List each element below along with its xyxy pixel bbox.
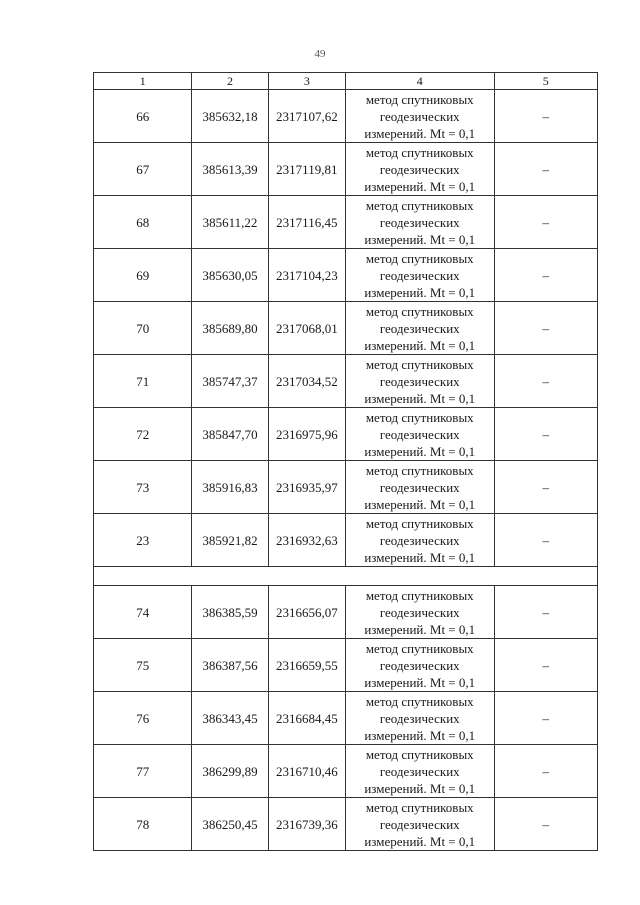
point-number-cell: 72	[94, 408, 192, 461]
y-coordinate-cell: 2316659,55	[268, 639, 345, 692]
x-coordinate-cell: 385611,22	[192, 196, 268, 249]
method-text-line: геодезических	[379, 763, 460, 779]
header-cell: 2	[192, 73, 268, 90]
page-number: 49	[314, 48, 326, 60]
y-coordinate-cell: 2316975,96	[268, 408, 345, 461]
method-text-line: измерений. Mt = 0,1	[364, 780, 476, 796]
point-number-cell: 73	[94, 461, 192, 514]
method-cell	[345, 196, 494, 249]
method-text-line: метод спутниковых	[365, 746, 474, 762]
point-number-cell: 74	[94, 586, 192, 639]
method-text-line: измерений. Mt = 0,1	[364, 125, 476, 141]
method-text-line: геодезических	[379, 161, 460, 177]
method-text-line: метод спутниковых	[365, 515, 474, 531]
column5-cell: –	[494, 196, 597, 249]
x-coordinate-cell: 385921,82	[192, 514, 268, 567]
method-text-line: измерений. Mt = 0,1	[364, 727, 476, 743]
method-text-line: метод спутниковых	[365, 91, 474, 107]
method-text-line: измерений. Mt = 0,1	[364, 833, 476, 849]
method-text-line: геодезических	[379, 479, 460, 495]
method-text-line: геодезических	[379, 710, 460, 726]
method-text-line: метод спутниковых	[365, 587, 474, 603]
method-cell	[345, 798, 494, 851]
method-text-line: измерений. Mt = 0,1	[364, 549, 476, 565]
column5-cell: –	[494, 302, 597, 355]
table-row	[94, 798, 598, 851]
method-cell	[345, 461, 494, 514]
section-separator-row	[94, 567, 598, 586]
method-text-line: метод спутниковых	[365, 303, 474, 319]
method-text-line: геодезических	[379, 108, 460, 124]
method-cell	[345, 639, 494, 692]
y-coordinate-cell: 2316656,07	[268, 586, 345, 639]
method-text-line: измерений. Mt = 0,1	[364, 231, 476, 247]
method-cell	[345, 586, 494, 639]
column5-cell: –	[494, 355, 597, 408]
header-cell: 5	[494, 73, 597, 90]
table-row	[94, 355, 598, 408]
x-coordinate-cell: 385916,83	[192, 461, 268, 514]
y-coordinate-cell: 2317034,52	[268, 355, 345, 408]
method-text-line: измерений. Mt = 0,1	[364, 443, 476, 459]
method-cell	[345, 302, 494, 355]
x-coordinate-cell: 386387,56	[192, 639, 268, 692]
method-text-line: геодезических	[379, 816, 460, 832]
y-coordinate-cell: 2317116,45	[268, 196, 345, 249]
method-text-line: геодезических	[379, 267, 460, 283]
method-text-line: геодезических	[379, 426, 460, 442]
header-cell: 1	[94, 73, 192, 90]
column5-cell: –	[494, 586, 597, 639]
separator-cell	[94, 567, 598, 586]
method-text-line: метод спутниковых	[365, 197, 474, 213]
x-coordinate-cell: 385630,05	[192, 249, 268, 302]
table-row	[94, 586, 598, 639]
x-coordinate-cell: 385847,70	[192, 408, 268, 461]
point-number-cell: 68	[94, 196, 192, 249]
column5-cell: –	[494, 639, 597, 692]
method-text-line: измерений. Mt = 0,1	[364, 178, 476, 194]
method-text-line: геодезических	[379, 532, 460, 548]
y-coordinate-cell: 2317107,62	[268, 90, 345, 143]
x-coordinate-cell: 386250,45	[192, 798, 268, 851]
method-text-line: измерений. Mt = 0,1	[364, 337, 476, 353]
table-row	[94, 692, 598, 745]
method-cell	[345, 90, 494, 143]
x-coordinate-cell: 386343,45	[192, 692, 268, 745]
method-text-line: геодезических	[379, 373, 460, 389]
point-number-cell: 78	[94, 798, 192, 851]
x-coordinate-cell: 386385,59	[192, 586, 268, 639]
column5-cell: –	[494, 745, 597, 798]
point-number-cell: 66	[94, 90, 192, 143]
point-number-cell: 71	[94, 355, 192, 408]
method-cell	[345, 692, 494, 745]
point-number-cell: 69	[94, 249, 192, 302]
table-header-row	[94, 73, 598, 90]
method-text-line: измерений. Mt = 0,1	[364, 284, 476, 300]
method-text-line: измерений. Mt = 0,1	[364, 390, 476, 406]
column5-cell: –	[494, 408, 597, 461]
x-coordinate-cell: 385747,37	[192, 355, 268, 408]
column5-cell: –	[494, 514, 597, 567]
column5-cell: –	[494, 249, 597, 302]
method-cell	[345, 143, 494, 196]
method-text-line: геодезических	[379, 320, 460, 336]
x-coordinate-cell: 385632,18	[192, 90, 268, 143]
method-text-line: метод спутниковых	[365, 144, 474, 160]
point-number-cell: 67	[94, 143, 192, 196]
method-text-line: измерений. Mt = 0,1	[364, 621, 476, 637]
y-coordinate-cell: 2316684,45	[268, 692, 345, 745]
table-row	[94, 249, 598, 302]
table-row	[94, 639, 598, 692]
column5-cell: –	[494, 692, 597, 745]
y-coordinate-cell: 2316739,36	[268, 798, 345, 851]
header-cell: 3	[268, 73, 345, 90]
point-number-cell: 70	[94, 302, 192, 355]
method-cell	[345, 249, 494, 302]
y-coordinate-cell: 2316932,63	[268, 514, 345, 567]
point-number-cell: 75	[94, 639, 192, 692]
method-cell	[345, 408, 494, 461]
y-coordinate-cell: 2317068,01	[268, 302, 345, 355]
method-text-line: метод спутниковых	[365, 356, 474, 372]
method-cell	[345, 355, 494, 408]
table-row	[94, 196, 598, 249]
y-coordinate-cell: 2317119,81	[268, 143, 345, 196]
method-text-line: метод спутниковых	[365, 462, 474, 478]
table-row	[94, 408, 598, 461]
point-number-cell: 23	[94, 514, 192, 567]
column5-cell: –	[494, 798, 597, 851]
y-coordinate-cell: 2316710,46	[268, 745, 345, 798]
table-row	[94, 302, 598, 355]
x-coordinate-cell: 385689,80	[192, 302, 268, 355]
coordinates-table	[93, 72, 598, 851]
method-text-line: метод спутниковых	[365, 640, 474, 656]
header-cell: 4	[345, 73, 494, 90]
method-text-line: геодезических	[379, 657, 460, 673]
method-cell	[345, 514, 494, 567]
method-text-line: измерений. Mt = 0,1	[364, 674, 476, 690]
y-coordinate-cell: 2316935,97	[268, 461, 345, 514]
table-row	[94, 514, 598, 567]
column5-cell: –	[494, 90, 597, 143]
x-coordinate-cell: 386299,89	[192, 745, 268, 798]
method-cell	[345, 745, 494, 798]
table-row	[94, 745, 598, 798]
method-text-line: метод спутниковых	[365, 799, 474, 815]
column5-cell: –	[494, 461, 597, 514]
column5-cell: –	[494, 143, 597, 196]
method-text-line: метод спутниковых	[365, 250, 474, 266]
method-text-line: геодезических	[379, 604, 460, 620]
method-text-line: измерений. Mt = 0,1	[364, 496, 476, 512]
table-row	[94, 143, 598, 196]
table-row	[94, 90, 598, 143]
x-coordinate-cell: 385613,39	[192, 143, 268, 196]
y-coordinate-cell: 2317104,23	[268, 249, 345, 302]
method-text-line: геодезических	[379, 214, 460, 230]
point-number-cell: 76	[94, 692, 192, 745]
method-text-line: метод спутниковых	[365, 693, 474, 709]
table-row	[94, 461, 598, 514]
point-number-cell: 77	[94, 745, 192, 798]
method-text-line: метод спутниковых	[365, 409, 474, 425]
